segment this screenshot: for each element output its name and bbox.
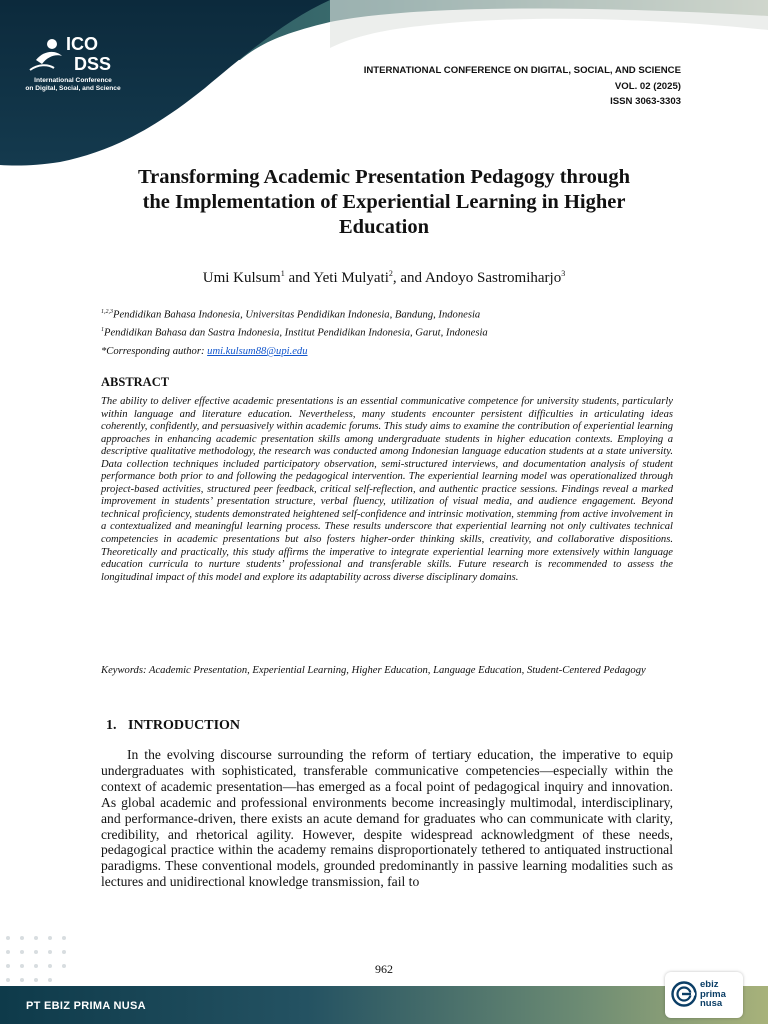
section-title: INTRODUCTION <box>128 718 241 733</box>
corresponding-label: *Corresponding author: <box>101 346 208 357</box>
badge-line: nusa <box>700 998 723 1009</box>
author-name: , and Andoyo Sastromiharjo <box>392 270 562 286</box>
badge-line: ebiz <box>700 979 719 990</box>
author-superscript: 1 <box>280 269 285 278</box>
author-name: and Yeti Mulyati <box>284 270 389 286</box>
author-list <box>60 265 708 287</box>
section-number: 1. <box>106 718 117 733</box>
volume: VOL. 02 (2025) <box>614 80 681 92</box>
corresponding-author <box>101 346 308 357</box>
affiliation-text: Pendidikan Bahasa Indonesia, Universitas Pendidikan Indonesia, Bandung, Indonesia <box>113 309 481 321</box>
publisher-badge-text <box>700 980 726 1009</box>
affiliation-text: Pendidikan Bahasa dan Sastra Indonesia, Institut Pendidikan Indonesia, Garut, Indonesia <box>104 327 488 339</box>
author-superscript: 3 <box>561 269 566 278</box>
svg-text:DSS: DSS <box>74 54 112 74</box>
affiliation-line <box>101 305 488 323</box>
abstract-heading: ABSTRACT <box>101 375 170 389</box>
affiliations <box>101 305 488 341</box>
keywords-text: : Academic Presentation, Experiential Learning, Higher Education, Language Education, Student-Centered Pedagogy <box>142 665 646 676</box>
abstract-text: The ability to deliver effective academic presentations is an essential communicative competence for university students, particularly within language and literature education. Nevertheless, many students encounter persistent difficulties in articulating ideas coherently, confidently, and persuasively within academic forums. This study aims to examine the contribution of experiential learning approaches in enhancing academic presentation skills among undergraduate students in higher education contexts. Employing a descriptive qualitative methodology, the research was conducted among Indonesian language education students at a state university. Data collection techniques included participatory observation, semi-structured interviews, and documentation analysis of student performance both prior to and following the pedagogical intervention. The experiential learning model was operationalized through project-based activities, structured peer feedback, critical self-reflection, and authentic practice sessions. Findings reveal a marked improvement in students’ presentation structure, verbal fluency, utilization of visual media, and audience engagement. Beyond technical proficiency, students demonstrated heightened self-confidence and intrinsic motivation, stemming from active involvement in a contextualized and meaningful learning process. These results underscore that experiential learning not only cultivates technical competencies in academic presentations but also fosters higher-order thinking skills, creativity, and collaborative dispositions. Theoretically and practically, this study affirms the imperative to integrate experiential learning more extensively within language education curricula to nurture students’ professional and transferable skills. Future research is recommended to assess the longitudinal impact of this model and explore its adaptability across diverse disciplinary domains. <box>101 396 673 583</box>
page-number: 962 <box>375 962 393 976</box>
author-name: Umi Kulsum <box>202 270 281 286</box>
decorative-dot-pattern-icon <box>0 930 80 990</box>
logo-tagline <box>14 77 132 93</box>
issn: ISSN 3063-3303 <box>610 96 681 107</box>
introduction-paragraph: In the evolving discourse surrounding the reform of tertiary education, the imperative to equip undergraduates with sophisticated, transferable communicative competencies—especially within the context of academic presentation—has emerged as a focal point of pedagogical inquiry and innovation. As global academic and professional environments become increasingly multimodal, interdisciplinary, and performance-driven, there exists an acute demand for graduates who can communicate with clarity, credibility, and rhetorical agility. However, despite widespread acknowledgment of these needs, pedagogical practice within the academy remains disproportionately tethered to antiquated instructional paradigms. These conventional models, grounded predominantly in passive learning modalities such as lectures and unidirectional knowledge transmission, fail to <box>101 747 673 890</box>
publisher-badge <box>665 972 743 1018</box>
keywords-label: Keywords <box>101 665 143 676</box>
title-line: the Implementation of Experiential Learning in Higher <box>142 191 626 213</box>
icodss-logo-icon <box>22 30 126 78</box>
publisher-name: PT EBIZ PRIMA NUSA <box>26 1000 146 1012</box>
paper-title <box>60 165 708 240</box>
affiliation-line <box>101 323 488 341</box>
affiliation-superscript: 1,2,3 <box>101 309 113 315</box>
author-superscript: 2 <box>388 269 393 278</box>
section-heading <box>106 718 240 734</box>
logo-tagline-line2: on Digital, Social, and Science <box>25 85 121 92</box>
badge-line: prima <box>700 988 726 1000</box>
keywords <box>101 664 673 677</box>
title-line: Transforming Academic Presentation Pedagogy through <box>138 166 630 188</box>
conference-name: INTERNATIONAL CONFERENCE ON DIGITAL, SOCIAL, AND SCIENCE <box>363 65 681 76</box>
logo-tagline-line1: International Conference <box>34 77 112 84</box>
ebiz-logo-icon <box>671 981 697 1007</box>
affiliation-superscript: 1 <box>101 327 104 334</box>
conference-meta <box>364 63 681 110</box>
svg-text:ICO: ICO <box>66 34 99 54</box>
corresponding-email-link[interactable]: umi.kulsum88@upi.edu <box>207 346 308 357</box>
title-line: Education <box>339 216 429 238</box>
